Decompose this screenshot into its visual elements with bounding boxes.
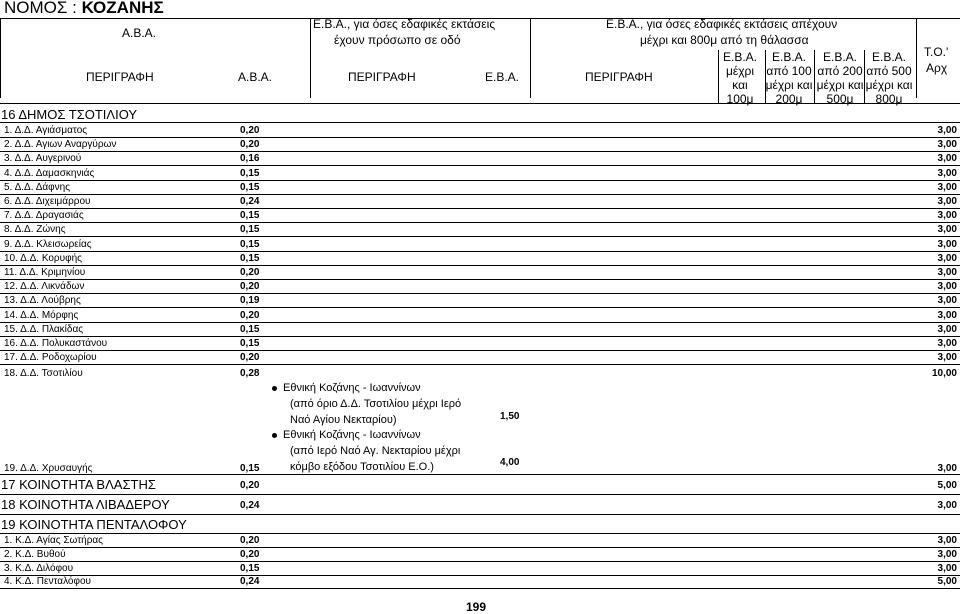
- header-divider: [814, 50, 815, 103]
- header-cell-line: και: [732, 78, 748, 92]
- row-to: 3,00: [937, 562, 957, 574]
- row-separator: [0, 180, 960, 181]
- row-separator: [0, 265, 960, 266]
- header-eba-2: Ε.Β.Α.: [485, 70, 520, 84]
- row-separator: [0, 307, 960, 308]
- header-cell-line: μέχρι και: [816, 78, 864, 92]
- row-aba: 0,19: [240, 295, 260, 307]
- header-cell-line: Ε.Β.Α.: [822, 50, 857, 64]
- header-cell-line: μέχρι και: [765, 78, 813, 92]
- road-line: [272, 380, 461, 396]
- row-aba: 0,15: [240, 252, 260, 264]
- row-separator: [0, 194, 960, 195]
- road-text: Ναό Αγίου Νεκταρίου): [290, 414, 397, 426]
- row-to: 3,00: [937, 125, 957, 136]
- row-name: 9. Δ.Δ. Κλεισωρείας: [4, 238, 92, 250]
- row-name: 2. Κ.Δ. Βυθού: [4, 548, 66, 560]
- row-separator: [0, 151, 960, 152]
- row-aba: 0,15: [240, 210, 260, 222]
- row-separator: [0, 137, 960, 138]
- header-perigrafi-3: ΠΕΡΙΓΡΑΦΗ: [585, 70, 653, 84]
- row-aba: 0,15: [240, 181, 260, 193]
- header-col-0-100: [718, 50, 762, 106]
- row-name: 15. Δ.Δ. Πλακίδας: [4, 323, 84, 335]
- header-cell-line: 800μ: [875, 92, 903, 106]
- row-separator: [0, 533, 960, 534]
- row-separator: [0, 122, 960, 123]
- row-aba: 0,20: [240, 352, 260, 364]
- row-name: 11. Δ.Δ. Κριμηνίου: [4, 267, 86, 278]
- row-separator: [0, 494, 960, 495]
- row-to: 3,00: [937, 224, 957, 236]
- header-divider: [916, 18, 917, 98]
- row-name: 12. Δ.Δ. Λικνάδων: [4, 281, 85, 293]
- row-name: 18. Δ.Δ. Τσοτιλίου: [4, 368, 83, 379]
- row-separator: [0, 222, 960, 223]
- header-eba-sea-line1: Ε.Β.Α., για όσες εδαφικές εκτάσεις απέχουν: [606, 17, 838, 31]
- row-aba: 0,16: [240, 153, 260, 165]
- row-separator: [0, 588, 960, 589]
- title-prefix: ΝΟΜΟΣ :: [4, 0, 82, 17]
- road-value: 4,00: [500, 457, 520, 468]
- row-to: 3,00: [937, 309, 957, 321]
- row-aba: 0,24: [240, 196, 260, 207]
- header-cell-line: μέχρι και: [865, 78, 913, 92]
- row-separator: [0, 236, 960, 237]
- row-aba: 0,15: [240, 562, 260, 574]
- row-separator: [0, 547, 960, 548]
- row-name: 5. Δ.Δ. Δάφνης: [4, 181, 71, 193]
- row-aba: 0,15: [240, 463, 260, 474]
- row-name: 19. Δ.Δ. Χρυσαυγής: [4, 463, 93, 474]
- row-to: 3,00: [937, 238, 957, 250]
- row-aba: 0,20: [240, 480, 260, 491]
- row-name: 14. Δ.Δ. Μόρφης: [4, 309, 79, 321]
- road-text: (από Ιερό Ναό Αγ. Νεκταρίου μέχρι: [290, 445, 461, 457]
- row-to: 3,00: [937, 535, 957, 546]
- header-divider: [530, 18, 531, 98]
- row-to: 10,00: [931, 368, 957, 379]
- row-aba: 0,15: [240, 224, 260, 236]
- header-eba-sea-line2: μέχρι και 800μ από τη θάλασσα: [640, 33, 809, 47]
- row-separator: [0, 350, 960, 351]
- row-to: 3,00: [937, 252, 957, 264]
- row-aba: 0,15: [240, 238, 260, 250]
- road-value: 1,50: [500, 411, 520, 422]
- section-heading: 18 ΚΟΙΝΟΤΗΤΑ ΛΙΒΑΔΕΡΟΥ: [1, 497, 170, 512]
- row-name: 13. Δ.Δ. Λούβρης: [4, 295, 81, 307]
- header-divider: [765, 50, 766, 103]
- row-to: 3,00: [937, 548, 957, 560]
- row-to: 3,00: [937, 295, 957, 307]
- header-divider: [0, 18, 1, 98]
- row-aba: 0,20: [240, 309, 260, 321]
- row-name: 8. Δ.Δ. Ζώνης: [4, 224, 66, 236]
- row-aba: 0,20: [240, 548, 260, 560]
- header-divider: [310, 18, 311, 98]
- row-name: 1. Δ.Δ. Αγιάσματος: [4, 125, 88, 136]
- header-eba-road-line1: Ε.Β.Α., για όσες εδαφικές εκτάσεις: [313, 17, 496, 31]
- row-to: 3,00: [937, 267, 957, 278]
- row-aba: 0,20: [240, 267, 260, 278]
- title-name: ΚΟΖΑΝΗΣ: [81, 0, 164, 17]
- row-to: 3,00: [937, 352, 957, 364]
- row-name: 3. Κ.Δ. Διλόφου: [4, 562, 74, 574]
- row-to: 3,00: [937, 139, 957, 151]
- row-to: 3,00: [937, 167, 957, 179]
- page-number: 199: [466, 600, 487, 614]
- row-aba: 0,20: [240, 125, 260, 136]
- row-separator: [0, 293, 960, 294]
- header-perigrafi-2: ΠΕΡΙΓΡΑΦΗ: [348, 70, 416, 84]
- header-divider: [718, 50, 719, 103]
- header-eba-road-line2: έχουν πρόσωπο σε οδό: [334, 33, 461, 47]
- row-to: 3,00: [937, 181, 957, 193]
- row-to: 5,00: [937, 480, 957, 491]
- header-col-100-200: [764, 50, 814, 106]
- row-separator: [0, 575, 960, 576]
- row-to: 5,00: [937, 576, 957, 588]
- row-separator: [0, 561, 960, 562]
- bullet-icon: [272, 433, 277, 438]
- row-name: 2. Δ.Δ. Αγιων Αναργύρων: [4, 139, 117, 151]
- road-item: [272, 380, 461, 428]
- header-col-500-800: [864, 50, 914, 106]
- header-aba-top: Α.Β.Α.: [122, 26, 157, 40]
- header-perigrafi-1: ΠΕΡΙΓΡΑΦΗ: [86, 70, 154, 84]
- row-aba: 0,20: [240, 535, 260, 546]
- row-to: 3,00: [937, 210, 957, 222]
- row-aba: 0,15: [240, 167, 260, 179]
- header-to-line1: Τ.Ο.': [924, 45, 949, 59]
- row-separator: [0, 208, 960, 209]
- road-text: Εθνική Κοζάνης - Ιωαννίνων: [283, 382, 421, 394]
- road-text: Εθνική Κοζάνης - Ιωαννίνων: [283, 429, 421, 441]
- page-title: [4, 0, 164, 18]
- row-to: 3,00: [937, 463, 957, 474]
- row-separator: [0, 364, 960, 365]
- row-name: 16. Δ.Δ. Πολυκαστάνου: [4, 338, 108, 349]
- road-item: [272, 427, 460, 475]
- row-to: 3,00: [937, 281, 957, 293]
- row-name: 7. Δ.Δ. Δραγασιάς: [4, 210, 84, 222]
- row-name: 6. Δ.Δ. Διχειμάρρου: [4, 196, 91, 207]
- header-cell-line: από 500: [866, 64, 912, 78]
- row-to: 3,00: [937, 153, 957, 165]
- row-separator: [0, 251, 960, 252]
- row-aba: 0,15: [240, 323, 260, 335]
- row-separator: [0, 322, 960, 323]
- row-separator: [0, 514, 960, 515]
- header-divider: [864, 50, 865, 103]
- road-text: κόμβο εξόδου Τσοτιλίου Ε.Ο.): [290, 461, 434, 473]
- row-aba: 0,24: [240, 576, 260, 588]
- header-cell-line: 100μ: [726, 92, 754, 106]
- header-aba-1: Α.Β.Α.: [238, 70, 273, 84]
- row-aba: 0,15: [240, 338, 260, 349]
- row-name: 17. Δ.Δ. Ροδοχωρίου: [4, 352, 97, 364]
- row-separator: [0, 165, 960, 166]
- row-name: 1. Κ.Δ. Αγίας Σωτήρας: [4, 535, 103, 546]
- row-to: 3,00: [937, 338, 957, 349]
- row-separator: [0, 336, 960, 337]
- header-cell-line: 500μ: [826, 92, 854, 106]
- header-cell-line: 200μ: [775, 92, 803, 106]
- header-col-200-500: [815, 50, 865, 106]
- row-to: 3,00: [937, 500, 957, 511]
- row-to: 3,00: [937, 323, 957, 335]
- row-aba: 0,24: [240, 500, 260, 511]
- road-line: [272, 427, 460, 443]
- row-to: 3,00: [937, 196, 957, 207]
- row-aba: 0,20: [240, 139, 260, 151]
- header-cell-line: Ε.Β.Α.: [771, 50, 806, 64]
- section-heading: 19 ΚΟΙΝΟΤΗΤΑ ΠΕΝΤΑΛΟΦΟΥ: [1, 517, 187, 532]
- header-cell-line: Ε.Β.Α.: [871, 50, 906, 64]
- row-separator: [0, 279, 960, 280]
- row-aba: 0,28: [240, 368, 260, 379]
- row-separator: [0, 474, 960, 475]
- section-heading: 17 ΚΟΙΝΟΤΗΤΑ ΒΛΑΣΤΗΣ: [1, 477, 156, 492]
- row-name: 4. Δ.Δ. Δαμασκηνιάς: [4, 167, 95, 179]
- row-aba: 0,20: [240, 281, 260, 293]
- header-cell-line: Ε.Β.Α.: [722, 50, 757, 64]
- road-text: (από όριο Δ.Δ. Τσοτιλίου μέχρι Ιερό: [290, 398, 462, 410]
- section-heading: 16 ΔΗΜΟΣ ΤΣΟΤΙΛΙΟΥ: [1, 107, 138, 122]
- row-name: 4. Κ.Δ. Πενταλόφου: [4, 576, 91, 588]
- header-cell-line: μέχρι: [725, 64, 755, 78]
- row-name: 3. Δ.Δ. Αυγερινού: [4, 153, 82, 165]
- row-name: 10. Δ.Δ. Κορυφής: [4, 252, 82, 264]
- header-to-line2: Αρχ: [926, 61, 948, 75]
- header-cell-line: από 200: [817, 64, 863, 78]
- bullet-icon: [272, 386, 277, 391]
- header-cell-line: από 100: [766, 64, 812, 78]
